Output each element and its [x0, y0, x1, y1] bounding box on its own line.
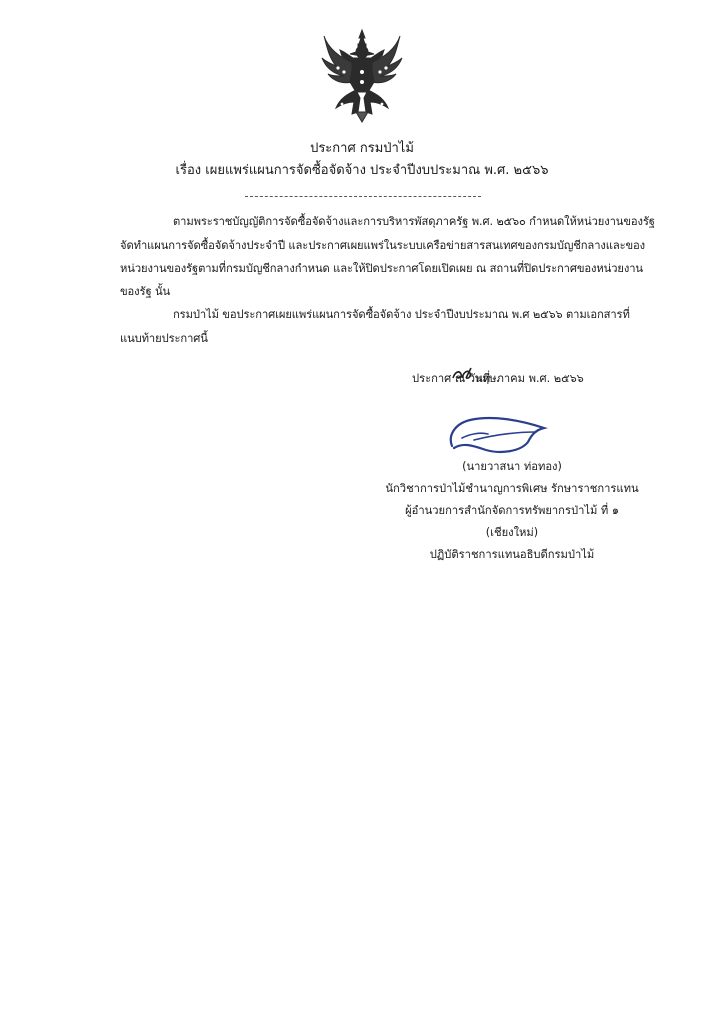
signatory-position-line2: ผู้อำนวยการสำนักจัดการทรัพยากรป่าไม้ ที่ ๑ — [405, 504, 619, 517]
paragraph2-line2: แนบท้ายประกาศนี้ — [120, 332, 208, 345]
paragraph1-line3: หน่วยงานของรัฐตามที่กรมบัญชีกลางกำหนด และให้ปิดประกาศโดยเปิดเผย ณ สถานที่ปิดประกาศของหน่วยงาน — [120, 262, 643, 275]
handwritten-day — [451, 366, 473, 384]
paragraph1-line1: ตามพระราชบัญญัติการจัดซื้อจัดจ้างและการบริหารพัสดุภาครัฐ พ.ศ. ๒๕๖๐ กำหนดให้หน่วยงานของรัฐ — [173, 215, 655, 228]
announce-date-suffix: พฤษภาคม พ.ศ. ๒๕๖๖ — [475, 372, 584, 385]
paragraph1-line2: จัดทำแผนการจัดซื้อจัดจ้างประจำปี และประกาศเผยแพร่ในระบบเครือข่ายสารสนเทศของกรมบัญชีกลางและของ — [120, 239, 646, 252]
paragraph1-line4: ของรัฐ นั้น — [120, 285, 171, 298]
document-title: ประกาศ กรมป่าไม้ — [310, 141, 414, 156]
garuda-emblem-icon — [318, 28, 406, 124]
signatory-position-line4: ปฏิบัติราชการแทนอธิบดีกรมป่าไม้ — [429, 548, 595, 561]
signatory-name: (นายวาสนา ท่อทอง) — [462, 460, 562, 473]
announce-date-prefix: ประกาศ ณ วันที่ — [412, 372, 491, 385]
document-subject: เรื่อง เผยแพร่แผนการจัดซื้อจัดจ้าง ประจำปีงบประมาณ พ.ศ. ๒๕๖๖ — [175, 163, 549, 178]
paragraph2-line1: กรมป่าไม้ ขอประกาศเผยแพร่แผนการจัดซื้อจัดจ้าง ประจำปีงบประมาณ พ.ศ ๒๕๖๖ ตามเอกสารที่ — [173, 308, 630, 321]
handwritten-signature — [440, 412, 560, 458]
signatory-position-line1: นักวิชาการป่าไม้ชำนาญการพิเศษ รักษาราชการแทน — [385, 482, 639, 495]
title-divider — [245, 196, 481, 197]
signatory-position-line3: (เชียงใหม่) — [485, 526, 539, 539]
